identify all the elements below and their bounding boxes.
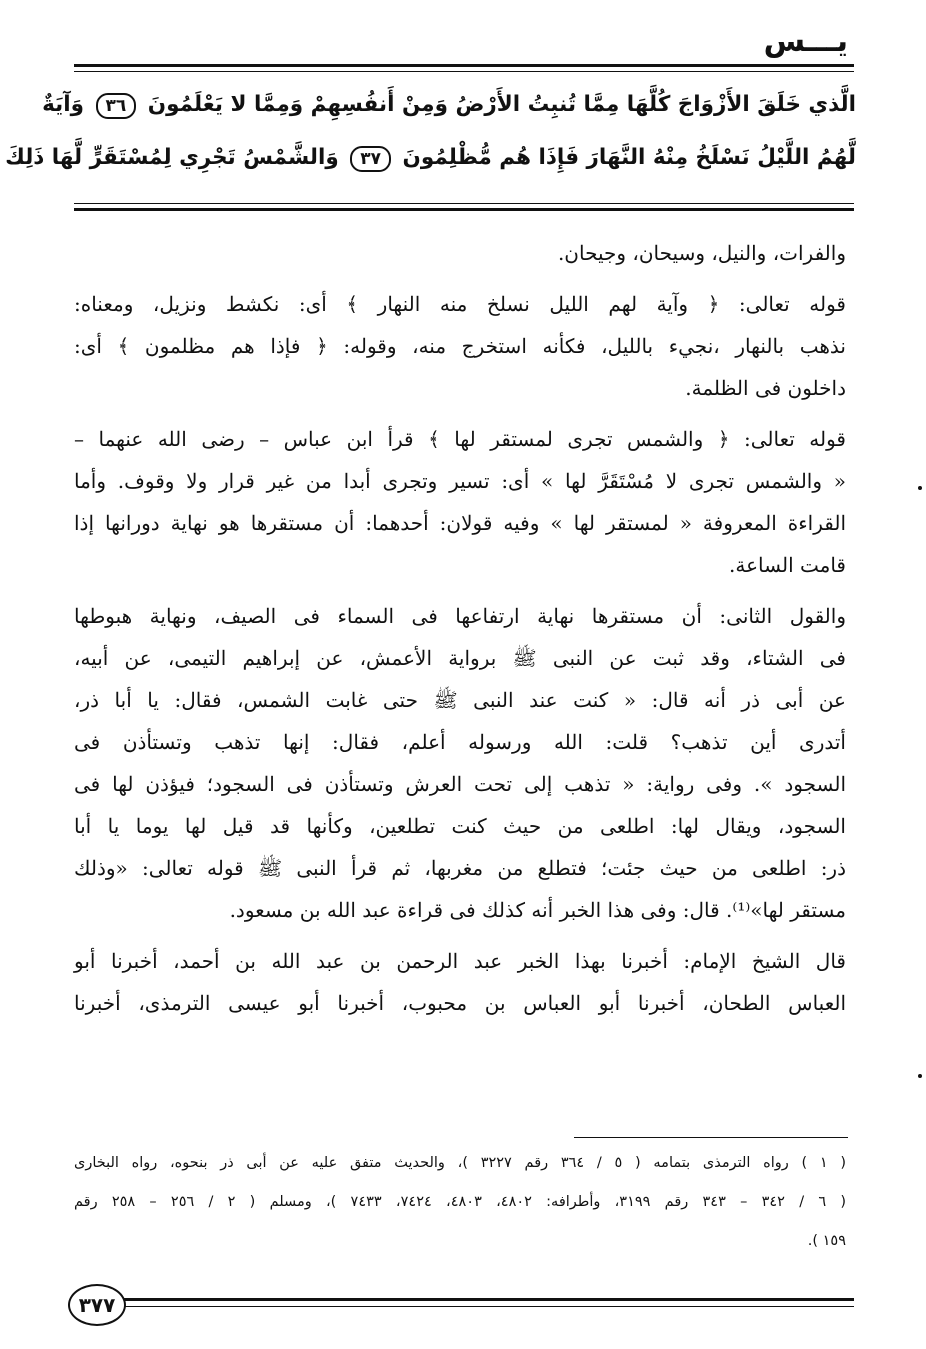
surah-title: يـــس: [763, 24, 848, 59]
commentary-body: [74, 232, 846, 1024]
text-line: فى الشتاء، وقد ثبت عن النبى ﷺ برواية الأعمش، عن إبراهيم التيمى، عن أبيه،: [74, 646, 846, 670]
text-line: قوله تعالى: ﴿ وآية لهم الليل نسلخ منه النهار ﴾ أى: نكشط ونزيل، ومعناه:: [74, 292, 846, 316]
footnote-line: ١٥٩ ).: [807, 1233, 846, 1249]
footnote-line: ( ١ ) رواه الترمذى بتمامه ( ٥ / ٣٦٤ رقم ٣٢٢٧ )، والحديث متفق عليه عن أبى ذر بنحوه، رواه البخارى: [74, 1155, 846, 1171]
paragraph: [74, 595, 846, 931]
header-rule-bottom: [74, 71, 854, 72]
quran-text: وَآيَةٌ: [42, 92, 84, 117]
page-number-badge: [68, 1284, 126, 1326]
text-line: مستقر لها»⁽¹⁾. قال: وفى هذا الخبر أنه كذلك فى قراءة عبد الله بن مسعود.: [229, 898, 846, 922]
paragraph: [74, 232, 846, 274]
quran-line-1: [42, 78, 856, 131]
text-line: داخلون فى الظلمة.: [685, 376, 846, 400]
paragraph: [74, 283, 846, 409]
text-line: السجود، ويقال لها: اطلعى من حيث كنت تطلعين، وكأنها قد قيل لها يوما يا أبا: [74, 814, 846, 838]
margin-dot: [918, 486, 922, 490]
text-line: قال الشيخ الإمام: أخبرنا بهذا الخبر عبد الرحمن بن عبد الله بن أحمد، أخبرنا أبو: [74, 949, 846, 973]
quran-text: الَّذي خَلَقَ الأَزْوَاجَ كُلَّهَا مِمَّا تُنبِتُ الأَرْضُ وَمِنْ أَنفُسِهِمْ وَمِمَّا لا يَعْلَمُونَ: [147, 92, 856, 117]
quran-text: وَالشَّمْسُ تَجْرِي لِمُسْتَقَرٍّ لَّهَا ذَلِكَ: [5, 145, 339, 170]
text-line: ذر: اطلعى من حيث جئت؛ فتطلع من مغربها، ثم قرأ النبى ﷺ قوله تعالى: «وذلك: [74, 856, 847, 880]
header-rule-top: [74, 64, 854, 67]
text-line: نذهب بالنهار ،نجيء بالليل، فكأنه استخرج منه، وقوله: ﴿ فإذا هم مظلمون ﴾ أى:: [74, 334, 846, 358]
quran-text: لَّهُمُ اللَّيْلُ نَسْلَخُ مِنْهُ النَّهَارَ فَإِذَا هُم مُّظْلِمُونَ: [402, 145, 856, 170]
text-line: السجود ». وفى رواية: « تذهب إلى تحت العرش وتستأذن فى السجود؛ فيؤذن لها فى: [74, 772, 846, 796]
footnote: [74, 1148, 846, 1265]
paragraph: [74, 940, 846, 1024]
quran-rule-bottom: [74, 208, 854, 211]
text-line: « والشمس تجرى لا مُسْتَقَرَّ لها » أى: تسير وتجرى أبدا من غير قرار ولا وقوف. وأما: [74, 469, 846, 493]
footnote-line: ( ٦ / ٣٤٢ – ٣٤٣ رقم ٣١٩٩، وأطرافه: ٤٨٠٢، ٤٨٠٣، ٧٤٢٤، ٧٤٣٣ )، ومسلم ( ٢ / ٢٥٦ – ٢٥٨ رقم: [74, 1194, 847, 1210]
page-number: ٣٧٧: [78, 1293, 116, 1317]
footer-rule-top: [110, 1298, 854, 1301]
ayah-number-marker: ٣٧: [350, 146, 391, 172]
ayah-number-marker: ٣٦: [96, 93, 137, 119]
footnote-separator: [574, 1137, 848, 1138]
margin-dot: [918, 1074, 922, 1078]
text-line: أتدرى أين تذهب؟ قلت: الله ورسوله أعلم، فقال: إنها تذهب وتستأذن فى: [74, 730, 846, 754]
footer-rule-bottom: [110, 1306, 854, 1307]
text-line: قوله تعالى: ﴿ والشمس تجرى لمستقر لها ﴾ قرأ ابن عباس – رضى الله عنهما –: [74, 427, 846, 451]
quran-verses: [5, 78, 856, 184]
text-line: القراءة المعروفة « لمستقر لها » وفيه قولان: أحدهما: أن مستقرها هو نهاية دورانها إذا: [74, 511, 846, 535]
text-line: والقول الثانى: أن مستقرها نهاية ارتفاعها فى السماء فى الصيف، ونهاية هبوطها: [74, 604, 846, 628]
text-line: قامت الساعة.: [729, 553, 846, 577]
text-line: عن أبى ذر أنه قال: « كنت عند النبى ﷺ حتى غابت الشمس، فقال: يا أبا ذر،: [74, 688, 846, 712]
quran-rule-top: [74, 203, 854, 204]
quran-line-2: [5, 131, 856, 184]
text-line: العباس الطحان، أخبرنا أبو العباس بن محبوب، أخبرنا أبو عيسى الترمذى، أخبرنا: [74, 991, 846, 1015]
paragraph: [74, 418, 846, 586]
text-line: والفرات، والنيل، وسيحان، وجيحان.: [557, 241, 846, 265]
